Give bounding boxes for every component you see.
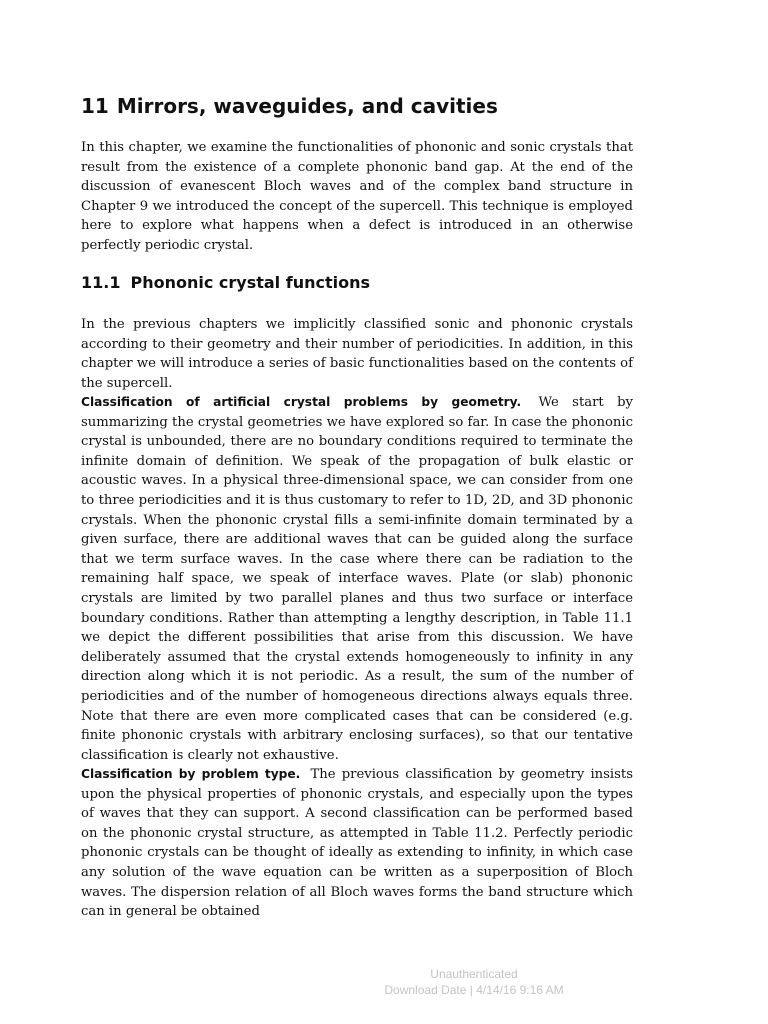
- chapter-title-text: Mirrors, waveguides, and cavities: [116, 94, 498, 118]
- intro-paragraph: In this chapter, we examine the functionalities of phononic and sonic crystals that result from the existence of a complete phononic band gap. At the end of the discussion of evanescent Bloch waves and of the complex band structure in Chapter 9 we introduced the concept of the supercell. This technique is employed here to explore what happens when a defect is introduced in an otherwise perfectly periodic crystal.: [81, 140, 633, 253]
- chapter-number: 11: [81, 94, 109, 118]
- section-paragraph-1: In the previous chapters we implicitly classified sonic and phononic crystals according to their geometry and their number of periodicities. In addition, in this chapter we will introduce a series of basic functionalities based on the contents of the supercell.: [81, 317, 633, 391]
- chapter-title: [81, 92, 633, 120]
- geometry-paragraph-text: We start by summarizing the crystal geometries we have explored so far. In case the phononic crystal is unbounded, there are no boundary conditions required to terminate the infinite domain of definition. We speak of the propagation of bulk elastic or acoustic waves. In a physical three-dimensional space, we can consider from one to three periodicities and it is thus customary to refer to 1D, 2D, and 3D phononic crystals. When the phononic crystal fills a semi-infinite domain terminated by a given surface, there are additional waves that can be guided along the surface that we term surface waves. In the case where there can be radiation to the remaining half space, we speak of interface waves. Plate (or slab) phononic crystals are limited by two parallel planes and thus two surface or interface boundary conditions. Rather than attempting a lengthy description, in Table 11.1 we depict the different possibilities that arise from this discussion. We have deliberately assumed that the crystal extends homogeneously to infinity in any direction along which it is not periodic. As a result, the sum of the number of periodicities and of the number of homogeneous directions always equals three. Note that there are even more complicated cases that can be considered (e.g. finite phononic crystals with arbitrary enclosing surfaces), so that our tentative classification is clearly not exhaustive.: [81, 395, 633, 763]
- problem-type-runin-heading: Classification by problem type.: [81, 767, 301, 781]
- download-watermark: [360, 966, 588, 998]
- watermark-line-1: Unauthenticated: [430, 967, 518, 981]
- geometry-runin-heading: Classification of artificial crystal problems by geometry.: [81, 395, 522, 409]
- geometry-classification-paragraph: [81, 393, 633, 765]
- section-title-text: Phononic crystal functions: [130, 273, 370, 292]
- section-title: [81, 272, 633, 294]
- problem-type-paragraph-text: The previous classification by geometry insists upon the physical properties of phononic crystals, and especially upon the types of waves that they can support. A second classification can be performed based on the phononic crystal structure, as attempted in Table 11.2. Perfectly periodic phononic crystals can be thought of ideally as extending to infinity, in which case any solution of the wave equation can be written as a superposition of Bloch waves. The dispersion relation of all Bloch waves forms the band structure which can in general be obtained: [81, 767, 633, 920]
- section-number: 11.1: [81, 273, 121, 292]
- problem-type-classification-paragraph: [81, 765, 633, 922]
- watermark-line-2: Download Date | 4/14/16 9:16 AM: [384, 983, 564, 997]
